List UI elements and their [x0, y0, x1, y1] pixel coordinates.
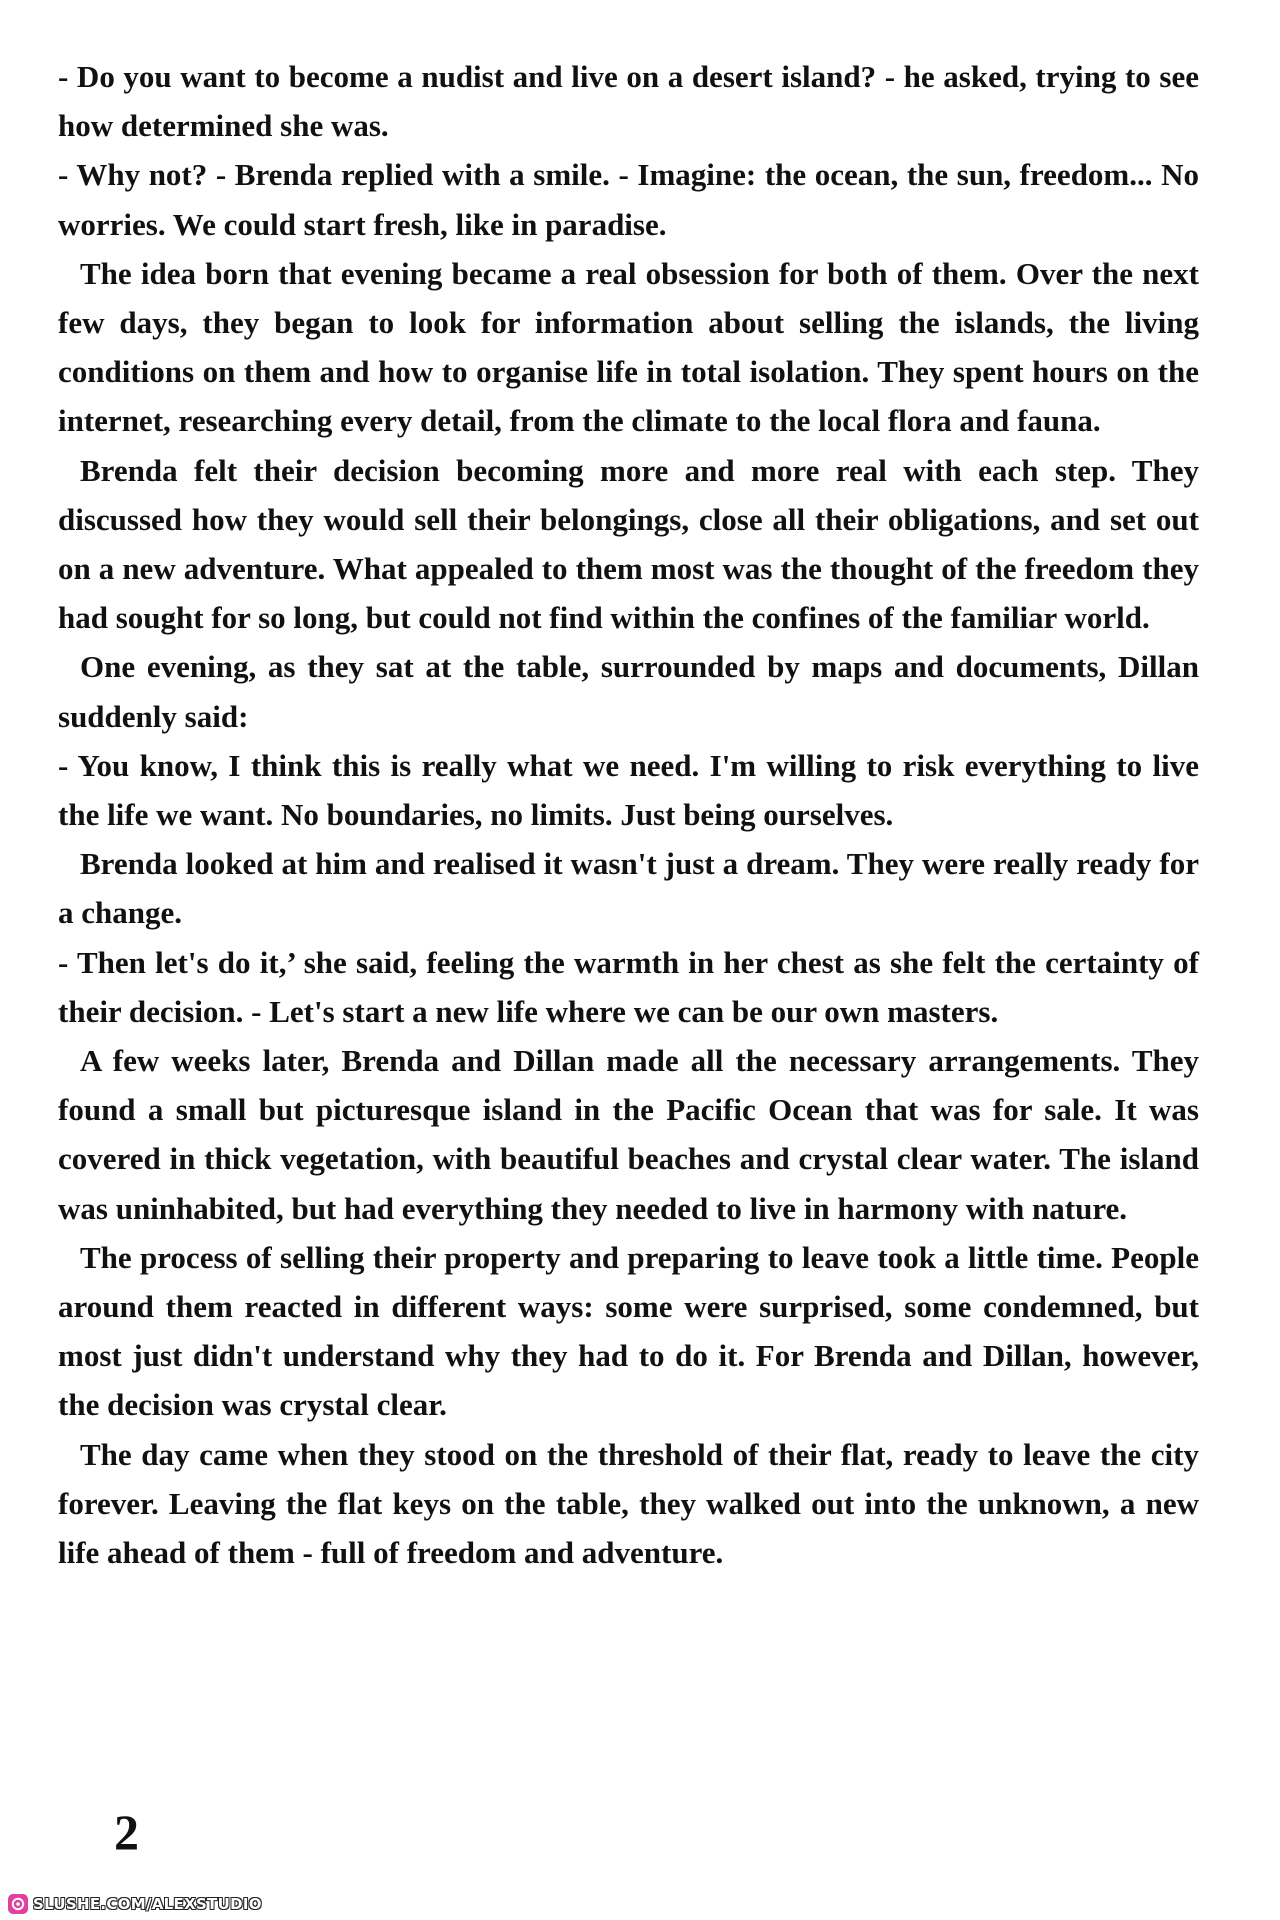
paragraph: The idea born that evening became a real obsession for both of them. Over the next few days, they began to look for information about selling the islands, the living conditions on them and how to organise life in total isolation. They spent hours on the internet, researching every detail, from the climate to the local flora and fauna. — [58, 255, 1199, 439]
paragraph: - Why not? - Brenda replied with a smile. - Imagine: the ocean, the sun, freedom... No worries. We could start fresh, like in paradise. — [58, 157, 1199, 242]
watermark-text: SLUSHE.COM/ALEXSTUDIO — [33, 1895, 262, 1913]
page-body — [58, 52, 1199, 1577]
paragraph: Brenda felt their decision becoming more and more real with each step. They discussed how they would sell their belongings, close all their obligations, and set out on a new adventure. What appealed to them most was the thought of the freedom they had sought for so long, but could not find within the confines of the familiar world. — [58, 452, 1199, 636]
paragraph: The day came when they stood on the threshold of their flat, ready to leave the city forever. Leaving the flat keys on the table, they walked out into the unknown, a new life ahead of them - full of freedom and adventure. — [58, 1436, 1199, 1571]
paragraph: - Then let's do it,’ she said, feeling the warmth in her chest as she felt the certainty of their decision. - Let's start a new life where we can be our own masters. — [58, 944, 1199, 1029]
paragraph: - You know, I think this is really what we need. I'm willing to risk everything to live the life we want. No boundaries, no limits. Just being ourselves. — [58, 747, 1199, 833]
paragraph: Brenda looked at him and realised it wasn't just a dream. They were really ready for a change. — [58, 846, 1199, 931]
watermark — [8, 1893, 262, 1915]
paragraph: The process of selling their property and preparing to leave took a little time. People around them reacted in different ways: some were surprised, some condemned, but most just didn't understand why they had to do it. For Brenda and Dillan, however, the decision was crystal clear. — [58, 1239, 1199, 1423]
slushe-logo-icon — [8, 1894, 28, 1914]
paragraph: - Do you want to become a nudist and live on a desert island? - he asked, trying to see how determined she was. — [58, 59, 1199, 144]
paragraph: One evening, as they sat at the table, surrounded by maps and documents, Dillan suddenly said: — [58, 649, 1199, 734]
paragraph: A few weeks later, Brenda and Dillan made all the necessary arrangements. They found a small but picturesque island in the Pacific Ocean that was for sale. It was covered in thick vegetation, with beautiful beaches and crystal clear water. The island was uninhabited, but had everything they needed to live in harmony with nature. — [58, 1043, 1199, 1226]
page-number: 2 — [114, 1804, 139, 1860]
